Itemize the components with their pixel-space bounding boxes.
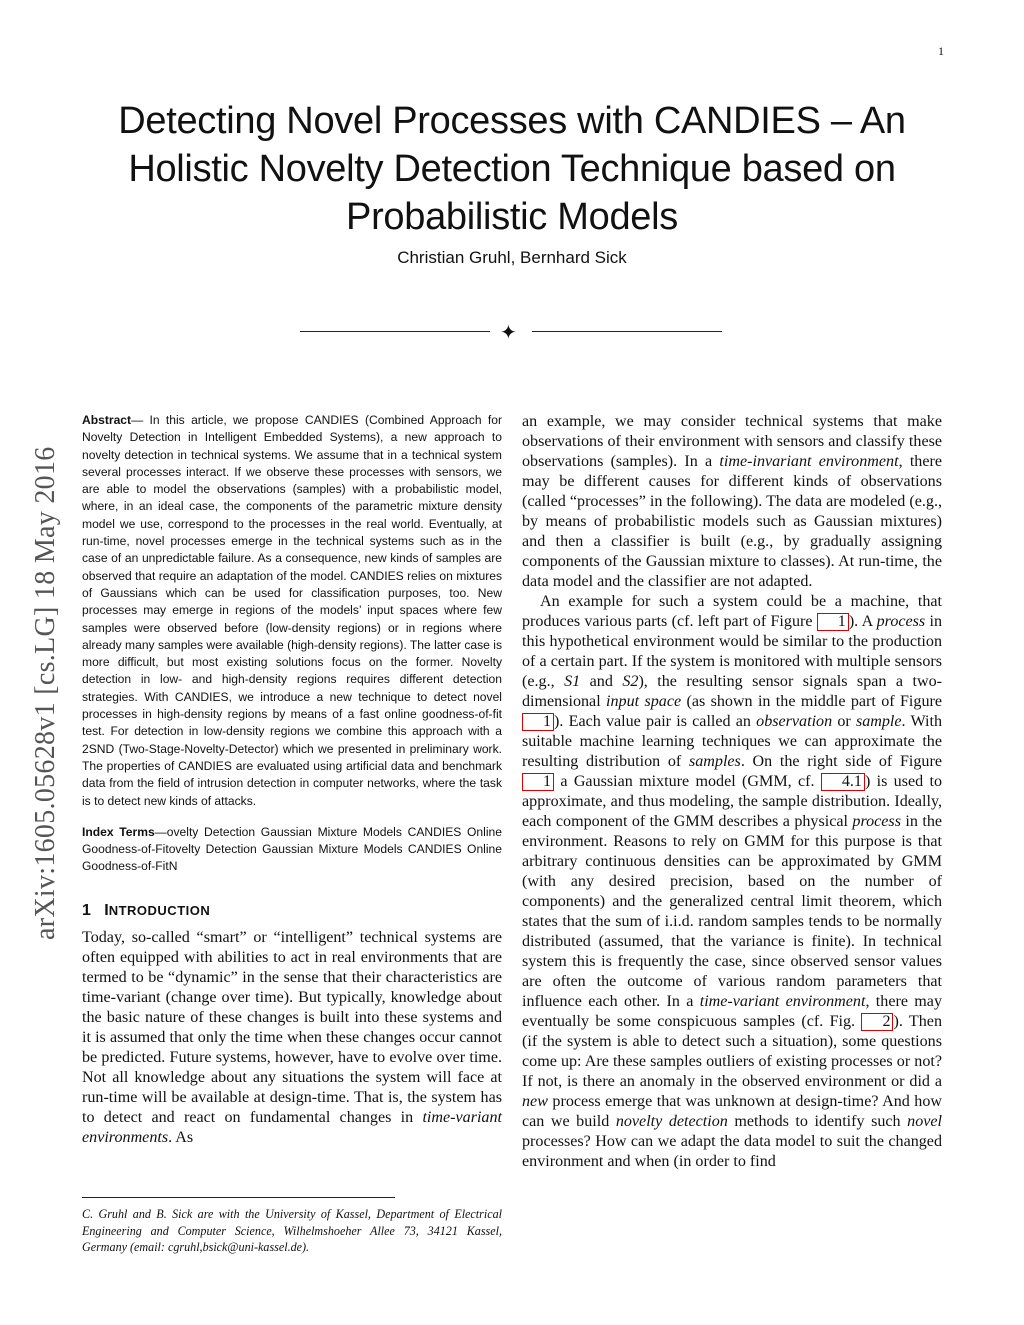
emphasis: time-invariant environment: [719, 453, 899, 470]
emphasis: input space: [606, 693, 682, 710]
emphasis: process: [852, 813, 901, 830]
intro-paragraph-1: [82, 928, 502, 1148]
emphasis: observation: [756, 713, 833, 730]
emphasis: time-variant environment: [699, 993, 866, 1010]
text-run: an example, we may consider technical systems that make observations of their environment with sensors and classify these observations (samples). In a: [522, 413, 942, 470]
emphasis: samples: [688, 753, 741, 770]
separator-diamond-icon: ✦: [500, 320, 517, 344]
text-run: ) is used to approximate, and thus modeling, the sample distribution. Ideally, each component of the GMM describes a physical: [522, 773, 942, 830]
author-affiliation-footnote: C. Gruhl and B. Sick are with the University of Kassel, Department of Electrical Engineering and Computer Science, Wilhelmshoeher Allee 73, 34121 Kassel, Germany (email: cgruhl,bsick@uni-kassel.de).: [82, 1207, 502, 1254]
text-run: process emerge that was unknown at design-time? And how can we build: [522, 1093, 942, 1130]
text-run: and: [580, 673, 623, 690]
text-run: (as shown in the middle part of Figure: [681, 693, 942, 710]
emphasis: S2: [622, 673, 639, 690]
text-run: . On the right side of Figure: [740, 753, 942, 770]
text-run: ), the resulting sensor signals span a two-dimensional: [522, 673, 942, 710]
abstract-text: — In this article, we propose CANDIES (Combined Approach for Novelty Detection in Intelligent Embedded Systems), a new approach to novelty detection in technical systems. We assume that in a technical system several processes interact. If we observe these processes with sensors, we are able to model the observations (samples) with a probabilistic model, where, in an ideal case, the components of the parametric mixture density model we use, correspond to the processes in the real world. Eventually, at run-time, novel processes emerge in the technical systems such as in the case of an unpredictable failure. As a consequence, new kinds of samples are observed that require an adaptation of the model. CANDIES relies on mixtures of Gaussians which can be used for classification purposes, too. New processes may emerge in regions of the models’ input spaces where few samples were observed before (low-density regions) or in regions where already many samples were available (high-density regions). The latter case is more difficult, but most existing solutions focus on the former. Novelty detection in low- and high-density regions requires different detection strategies. With CANDIES, we introduce a new technique to detect novel processes in high-density regions by means of a fast online goodness-of-fit test. For detection in low-density regions we combine this approach with a 2SND (Two-Stage-Novelty-Detector) which we presented in preliminary work. The properties of CANDIES are evaluated using artificial data and benchmark data from the field of intrusion detection in computer networks, where the task is to detect new kinds of attacks.: [82, 413, 502, 808]
text-run: processes? How can we adapt the data model to suit the changed environment and when (in order to find: [522, 1133, 942, 1170]
figure-1-reference-link[interactable]: 1: [522, 773, 554, 791]
text-run: . With suitable machine learning techniques we can approximate the resulting distribution of: [522, 713, 943, 770]
title-separator: [300, 322, 722, 342]
section-4-1-reference-link[interactable]: 4.1: [821, 773, 865, 791]
text-run: An example for such a system could be a machine, that produces various parts (cf. left part of Figure: [522, 593, 942, 630]
text-run: . As: [168, 1128, 194, 1146]
emphasis: process: [876, 613, 926, 630]
text-run: Today, so-called “smart” or “intelligent” technical systems are often equipped with abilities to act in real environments that are termed to be “dynamic” in the sense that their characteristics are time-variant (change over time). But typically, knowledge about the basic nature of these changes is built into these systems and it is assumed that only the time when these changes occur cannot be predicted. Future systems, however, have to evolve over time. Not all knowledge about any situations the system will face at run-time will be available at design-time. That is, the system has to detect and react on fundamental changes in: [82, 928, 502, 1126]
text-run: a Gaussian mixture model (GMM, cf.: [554, 773, 821, 790]
figure-2-reference-link[interactable]: 2: [861, 1013, 893, 1031]
arxiv-identifier-stamp[interactable]: arXiv:1605.05628v1 [cs.LG] 18 May 2016: [30, 446, 61, 940]
author-list: Christian Gruhl, Bernhard Sick: [397, 248, 627, 267]
figure-1-reference-link[interactable]: 1: [817, 613, 849, 631]
index-terms: [82, 824, 502, 876]
section-initial: I: [104, 901, 109, 919]
right-column: [522, 412, 942, 1172]
separator-line-right: [532, 331, 722, 332]
text-run: or: [832, 713, 856, 730]
page-number: 1: [938, 44, 944, 58]
index-terms-label: Index Terms: [82, 824, 155, 839]
abstract-label: Abstract: [82, 413, 132, 427]
text-run: ). Each value pair is called an: [554, 713, 757, 730]
footnote-rule: [82, 1197, 395, 1198]
emphasis: new: [522, 1093, 548, 1110]
emphasis: sample: [855, 713, 902, 730]
text-run: ). Then (if the system is able to detect such a situation), some questions come up: Are these samples outliers of existing processes or not? If not, is there an anomaly in the observed environment or did a: [522, 1013, 942, 1090]
separator-line-left: [300, 331, 490, 332]
section-heading-introduction: [82, 902, 502, 920]
section-title-rest: NTRODUCTION: [108, 902, 211, 918]
index-terms-text: —ovelty Detection Gaussian Mixture Models CANDIES Online Goodness-of-Fitovelty Detection Gaussian Mixture Models CANDIES Online Goodness-of-FitN: [82, 824, 502, 874]
text-run: , there may be different causes for different kinds of observations (called “processes” in the following). The data are modeled (e.g., by means of probabilistic models such as Gaussian mixtures) and then a classifier is built (e.g., by gradually assigning components of the Gaussian mixture to classes). At run-time, the data model and the classifier are not adapted.: [522, 453, 942, 590]
left-column: [82, 412, 502, 1148]
intro-paragraph-1-continued: [522, 412, 942, 592]
text-run: in this hypothetical environment would be similar to the production of a certain part. If the system is monitored with multiple sensors (e.g.,: [522, 613, 943, 690]
figure-1-reference-link[interactable]: 1: [522, 713, 554, 731]
text-run: methods to identify such: [727, 1113, 908, 1130]
emphasis: time-variant environments: [82, 1108, 502, 1146]
paper-title: Detecting Novel Processes with CANDIES – An Holistic Novelty Detection Technique based on Probabilistic Models: [118, 100, 906, 238]
intro-paragraph-2: [522, 592, 942, 1172]
text-run: in the environment. Reasons to rely on GMM for this purpose is that arbitrary continuous densities can be approximated by GMM (with any desired precision, based on the number of components) and the generalized central limit theorem, which states that the sum of i.i.d. random samples tends to be normally distributed (assumed, that the variance is finite). In technical system this is frequently the case, since observed sensor values are often the outcome of various random parameters that influence each other. In a: [522, 813, 943, 1010]
abstract: [82, 412, 502, 810]
section-number: 1: [82, 901, 91, 919]
emphasis: novel: [907, 1113, 942, 1130]
emphasis: S1: [564, 673, 581, 690]
text-run: ). A: [848, 613, 877, 630]
text-run: , there may eventually be some conspicuous samples (cf. Fig.: [522, 993, 942, 1030]
emphasis: novelty detection: [615, 1113, 728, 1130]
